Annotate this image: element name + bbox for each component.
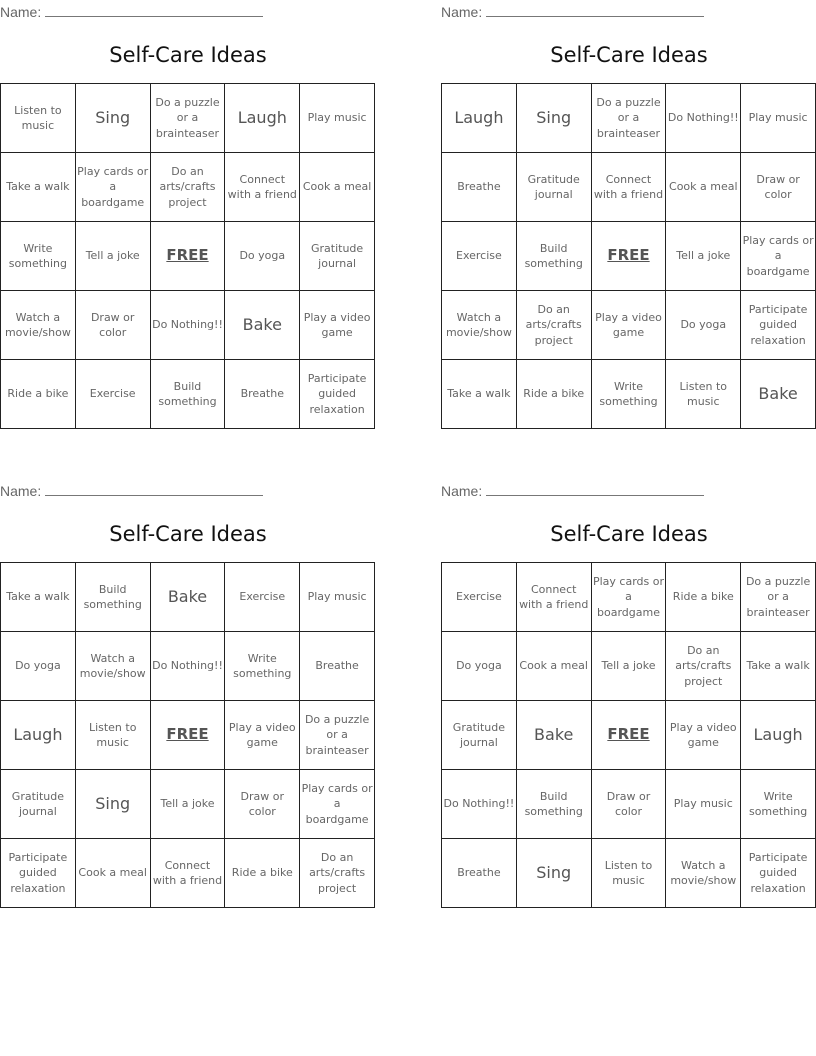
- grid-cell: Watch a movie/show: [442, 291, 517, 360]
- grid-cell: Play cards or a boardgame: [300, 770, 375, 839]
- grid-cell: Do yoga: [225, 222, 300, 291]
- grid-cell: Write something: [1, 222, 76, 291]
- grid-cell: Cook a meal: [516, 632, 591, 701]
- bingo-grid: [0, 83, 375, 429]
- name-underline: [45, 495, 263, 496]
- grid-cell: Breathe: [442, 153, 517, 222]
- grid-cell: Watch a movie/show: [75, 632, 150, 701]
- grid-row: [442, 360, 816, 429]
- grid-cell: Do Nothing!!: [666, 84, 741, 153]
- bingo-card: [441, 479, 816, 913]
- grid-cell: Listen to music: [75, 701, 150, 770]
- bingo-card: [441, 0, 816, 434]
- grid-row: [1, 632, 375, 701]
- free-space-cell: FREE: [591, 701, 666, 770]
- grid-row: [442, 153, 816, 222]
- grid-row: [442, 222, 816, 291]
- grid-cell: Sing: [516, 84, 591, 153]
- free-space-cell: FREE: [591, 222, 666, 291]
- grid-cell: Bake: [225, 291, 300, 360]
- grid-cell: Listen to music: [591, 839, 666, 908]
- name-field: [0, 479, 263, 499]
- grid-cell: Do Nothing!!: [150, 291, 225, 360]
- grid-cell: Watch a movie/show: [666, 839, 741, 908]
- grid-cell: Exercise: [225, 563, 300, 632]
- name-underline: [486, 16, 704, 17]
- grid-row: [442, 770, 816, 839]
- grid-row: [442, 839, 816, 908]
- grid-cell: Tell a joke: [75, 222, 150, 291]
- grid-cell: Listen to music: [666, 360, 741, 429]
- name-label: Name:: [0, 483, 42, 499]
- grid-cell: Do a puzzle or a brainteaser: [741, 563, 816, 632]
- grid-cell: Exercise: [75, 360, 150, 429]
- grid-cell: Connect with a friend: [591, 153, 666, 222]
- grid-cell: Tell a joke: [150, 770, 225, 839]
- grid-cell: Sing: [75, 770, 150, 839]
- grid-cell: Cook a meal: [666, 153, 741, 222]
- grid-cell: Ride a bike: [516, 360, 591, 429]
- grid-cell: Do Nothing!!: [150, 632, 225, 701]
- name-underline: [45, 16, 263, 17]
- name-underline: [486, 495, 704, 496]
- free-space-cell: FREE: [150, 222, 225, 291]
- grid-cell: Participate guided relaxation: [741, 291, 816, 360]
- grid-cell: Ride a bike: [225, 839, 300, 908]
- grid-cell: Do an arts/crafts project: [300, 839, 375, 908]
- grid-cell: Exercise: [442, 563, 517, 632]
- grid-cell: Bake: [516, 701, 591, 770]
- grid-cell: Play cards or a boardgame: [591, 563, 666, 632]
- grid-cell: Watch a movie/show: [1, 291, 76, 360]
- grid-cell: Laugh: [1, 701, 76, 770]
- grid-cell: Ride a bike: [1, 360, 76, 429]
- grid-cell: Play a video game: [225, 701, 300, 770]
- grid-cell: Play cards or a boardgame: [741, 222, 816, 291]
- grid-cell: Participate guided relaxation: [741, 839, 816, 908]
- grid-cell: Gratitude journal: [300, 222, 375, 291]
- grid-cell: Take a walk: [741, 632, 816, 701]
- grid-cell: Gratitude journal: [1, 770, 76, 839]
- grid-cell: Sing: [75, 84, 150, 153]
- grid-cell: Sing: [516, 839, 591, 908]
- grid-cell: Participate guided relaxation: [1, 839, 76, 908]
- bingo-card: [0, 0, 376, 434]
- grid-cell: Do an arts/crafts project: [666, 632, 741, 701]
- grid-cell: Do yoga: [1, 632, 76, 701]
- grid-row: [442, 291, 816, 360]
- grid-row: [442, 563, 816, 632]
- bingo-grid: [441, 83, 816, 429]
- name-field: [441, 479, 704, 499]
- grid-cell: Listen to music: [1, 84, 76, 153]
- grid-cell: Build something: [150, 360, 225, 429]
- grid-row: [1, 222, 375, 291]
- grid-row: [1, 563, 375, 632]
- grid-cell: Do yoga: [442, 632, 517, 701]
- grid-row: [442, 701, 816, 770]
- grid-cell: Build something: [516, 222, 591, 291]
- grid-cell: Play a video game: [591, 291, 666, 360]
- grid-cell: Tell a joke: [591, 632, 666, 701]
- card-title: Self-Care Ideas: [550, 43, 708, 67]
- card-title: Self-Care Ideas: [109, 522, 267, 546]
- grid-cell: Laugh: [225, 84, 300, 153]
- grid-cell: Take a walk: [1, 153, 76, 222]
- grid-cell: Laugh: [741, 701, 816, 770]
- grid-row: [1, 701, 375, 770]
- grid-cell: Do yoga: [666, 291, 741, 360]
- grid-row: [1, 770, 375, 839]
- grid-cell: Play a video game: [666, 701, 741, 770]
- grid-cell: Do a puzzle or a brainteaser: [591, 84, 666, 153]
- grid-cell: Breathe: [442, 839, 517, 908]
- grid-cell: Take a walk: [1, 563, 76, 632]
- grid-cell: Do an arts/crafts project: [150, 153, 225, 222]
- grid-row: [442, 632, 816, 701]
- grid-cell: Gratitude journal: [516, 153, 591, 222]
- grid-cell: Write something: [591, 360, 666, 429]
- grid-cell: Breathe: [225, 360, 300, 429]
- grid-cell: Exercise: [442, 222, 517, 291]
- grid-row: [1, 153, 375, 222]
- name-label: Name:: [0, 4, 42, 20]
- grid-cell: Breathe: [300, 632, 375, 701]
- grid-cell: Build something: [516, 770, 591, 839]
- grid-cell: Gratitude journal: [442, 701, 517, 770]
- grid-cell: Draw or color: [75, 291, 150, 360]
- grid-cell: Play music: [666, 770, 741, 839]
- grid-row: [442, 84, 816, 153]
- grid-cell: Do a puzzle or a brainteaser: [300, 701, 375, 770]
- card-title: Self-Care Ideas: [109, 43, 267, 67]
- card-title: Self-Care Ideas: [550, 522, 708, 546]
- name-label: Name:: [441, 4, 483, 20]
- grid-cell: Take a walk: [442, 360, 517, 429]
- grid-row: [1, 291, 375, 360]
- grid-cell: Connect with a friend: [516, 563, 591, 632]
- grid-cell: Laugh: [442, 84, 517, 153]
- grid-cell: Write something: [225, 632, 300, 701]
- grid-row: [1, 360, 375, 429]
- free-space-cell: FREE: [150, 701, 225, 770]
- grid-cell: Bake: [741, 360, 816, 429]
- grid-cell: Play music: [300, 563, 375, 632]
- grid-cell: Draw or color: [741, 153, 816, 222]
- grid-cell: Tell a joke: [666, 222, 741, 291]
- grid-cell: Play cards or a boardgame: [75, 153, 150, 222]
- grid-cell: Do a puzzle or a brainteaser: [150, 84, 225, 153]
- name-field: [0, 0, 263, 20]
- bingo-grid: [441, 562, 816, 908]
- grid-cell: Connect with a friend: [225, 153, 300, 222]
- grid-cell: Connect with a friend: [150, 839, 225, 908]
- name-field: [441, 0, 704, 20]
- grid-cell: Bake: [150, 563, 225, 632]
- grid-cell: Cook a meal: [300, 153, 375, 222]
- grid-row: [1, 84, 375, 153]
- grid-cell: Build something: [75, 563, 150, 632]
- grid-row: [1, 839, 375, 908]
- grid-cell: Cook a meal: [75, 839, 150, 908]
- name-label: Name:: [441, 483, 483, 499]
- grid-cell: Write something: [741, 770, 816, 839]
- grid-cell: Participate guided relaxation: [300, 360, 375, 429]
- grid-cell: Ride a bike: [666, 563, 741, 632]
- grid-cell: Do an arts/crafts project: [516, 291, 591, 360]
- grid-cell: Draw or color: [225, 770, 300, 839]
- grid-cell: Play a video game: [300, 291, 375, 360]
- grid-cell: Draw or color: [591, 770, 666, 839]
- grid-cell: Play music: [300, 84, 375, 153]
- bingo-card: [0, 479, 376, 913]
- grid-cell: Do Nothing!!: [442, 770, 517, 839]
- grid-cell: Play music: [741, 84, 816, 153]
- bingo-grid: [0, 562, 375, 908]
